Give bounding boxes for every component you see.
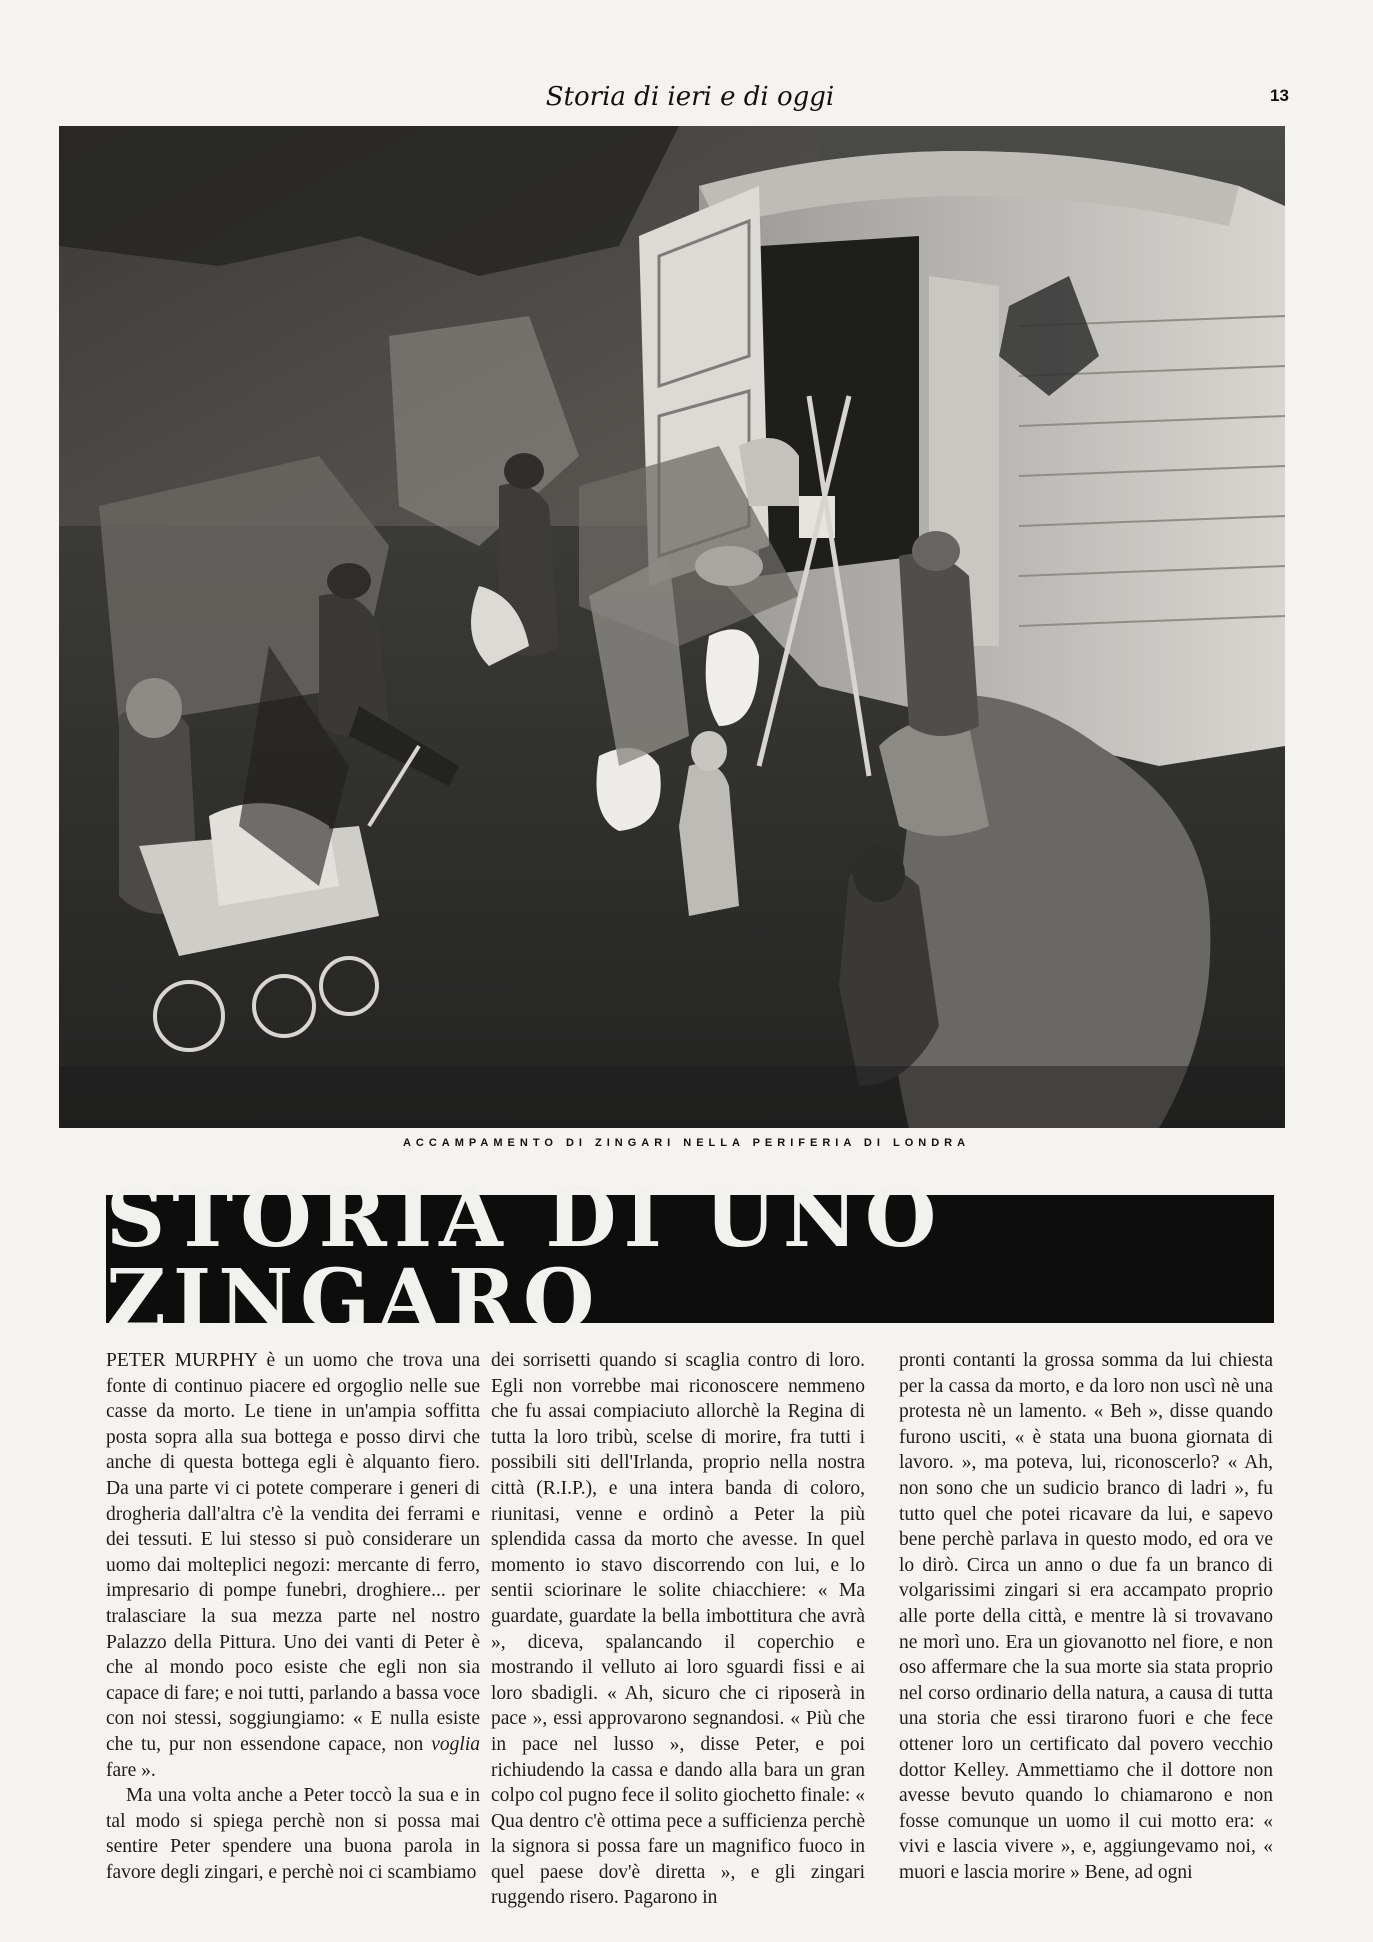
running-title: Storia di ieri e di oggi xyxy=(545,82,835,112)
text-column-3 xyxy=(899,1348,1273,1885)
paragraph-1 xyxy=(106,1348,480,1783)
paragraph-2: Ma una volta anche a Peter toccò la sua e in tal modo si spiega perchè non si possa mai sentire Peter spendere una buona parola in favore degli zingari, e perchè noi ci scambiamo xyxy=(106,1785,480,1883)
article-title: STORIA DI UNO ZINGARO xyxy=(106,1170,944,1348)
page-number: 13 xyxy=(1270,86,1289,105)
paragraph-1-text: PETER MURPHY è un uomo che trova una fonte di continuo piacere ed orgoglio nelle sue casse da morto. Le tiene in un'ampia soffitta posta sopra alla sua bottega e posso dirvi che anche di questa bottega egli è alquanto fiero. Da una parte vi ci potete comperare i generi di drogheria dall'altra c'è la vendita dei ferrami e dei tessuti. E lui stesso si può considerare un uomo dai molteplici negozi: mercante di ferro, impresario di pompe funebri, droghiere... per tralasciare la sua mezza parte nel nostro Palazzo della Pittura. Uno dei vanti di Peter è che al mondo poco esiste che egli non sia capace di fare; e noi tutti, parlando a bassa voce con noi stessi, soggiungiamo: « E nulla esiste che tu, pur non essendone capace, non xyxy=(106,1350,480,1755)
text-column-2 xyxy=(491,1348,865,1911)
paragraph-4: pronti contanti la grossa somma da lui chiesta per la cassa da morto, e da loro non uscì nè una protesta nè un lamento. « Beh », disse quando furono usciti, « è stata una buona giornata di lavoro. », ma poteva, lui, riconoscerlo? « Ah, non sono che un sudicio branco di ladri », fu tutto quel che potei ricavare da lui, e sapevo bene perchè parlava in questo modo, ed ora ve lo dirò. Circa un anno o due fa un branco di volgarissimi zingari si era accampato proprio alle porte della città, e mentre là si trovavano ne morì uno. Era un giovanotto nel fiore, e non oso affermare che la sua morte sia stata proprio nel corso ordinario della natura, a causa di tutta una storia che essi tirarono fuori e che fece ottener loro un certificato dal povero vecchio dottor Kelley. Ammettiamo che il dottore non avesse bevuto quando lo chiamarono e non fosse comunque un uomo il cui motto era: « vivi e lascia vivere », e, aggiungevamo noi, « muori e lascia morire » Bene, ad ogni xyxy=(899,1350,1273,1883)
text-column-1 xyxy=(106,1348,480,1885)
article-title-banner xyxy=(106,1170,1274,1348)
paragraph-3: dei sorrisetti quando si scaglia contro di loro. Egli non vorrebbe mai riconoscere nemmeno che fu assai compiaciuto allorchè la Regina di tutta la loro tribù, scelse di morire, fra tutti i possibili siti dell'Irlanda, proprio nella nostra città (R.I.P.), e una intera banda di coloro, riunitasi, venne e ordinò a Peter la più splendida cassa da morto che avesse. In quel momento io stavo discorrendo con lui, e lo sentii sciorinare le solite chiacchiere: « Ma guardate, guardate la bella imbottitura che avrà », diceva, spalancando il coperchio e mostrando il velluto ai loro sguardi fissi e ai loro sbadigli. « Ah, sicuro che ci riposerà in pace », essi approvarono segnandosi. « Più che in pace nel lusso », disse Peter, e poi richiudendo la cassa e dando alla bara un gran colpo col pugno fece il solito giochetto finale: « Qua dentro c'è ottima pece a sufficienza perchè la signora si possa fare un magnifico fuoco in quel paese dov'è diretta », e gli zingari ruggendo risero. Pagarono in xyxy=(491,1350,865,1909)
paragraph-1-ending: fare ». xyxy=(106,1759,156,1781)
running-head xyxy=(0,80,1373,114)
photo-caption: ACCAMPAMENTO DI ZINGARI NELLA PERIFERIA DI LONDRA xyxy=(402,1137,971,1149)
gypsy-camp-photo xyxy=(59,126,1285,1128)
paragraph-1-emphasis: voglia xyxy=(431,1733,481,1755)
